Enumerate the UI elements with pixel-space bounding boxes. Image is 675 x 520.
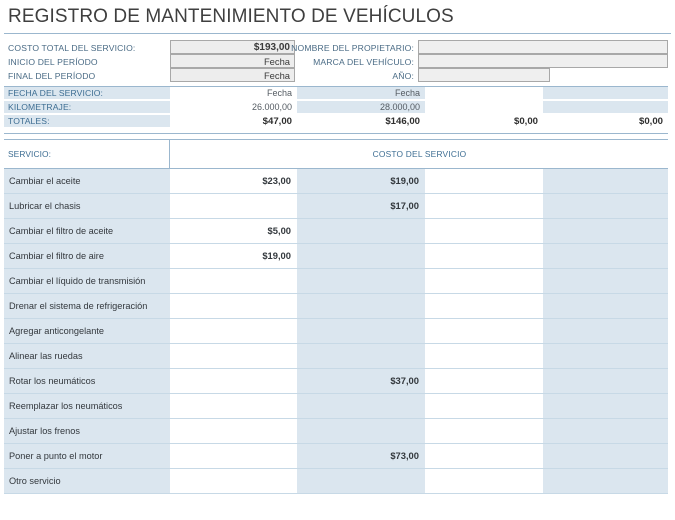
service-name[interactable]: Alinear las ruedas [4, 344, 170, 368]
service-name[interactable]: Cambiar el filtro de aire [4, 244, 170, 268]
table-row [4, 444, 668, 469]
service-cost-cell[interactable] [543, 219, 668, 243]
service-cost-cell[interactable] [543, 444, 668, 468]
service-cost-cell[interactable] [297, 319, 425, 343]
service-table-header [4, 139, 668, 169]
service-cost-cell[interactable] [543, 169, 668, 193]
service-cost-cell[interactable] [543, 269, 668, 293]
summary-fecha-1[interactable]: Fecha [170, 87, 297, 100]
service-cost-cell[interactable] [425, 419, 543, 443]
service-cost-cell[interactable] [543, 294, 668, 318]
table-row [4, 294, 668, 319]
table-row [4, 269, 668, 294]
label-ano: AÑO: [392, 71, 414, 81]
table-row [4, 244, 668, 269]
service-name[interactable]: Cambiar el aceite [4, 169, 170, 193]
table-row [4, 369, 668, 394]
service-cost-cell[interactable]: $73,00 [297, 444, 425, 468]
service-name[interactable]: Cambiar el líquido de transmisión [4, 269, 170, 293]
summary-km-1[interactable]: 26.000,00 [170, 101, 297, 114]
service-cost-cell[interactable] [170, 419, 297, 443]
field-inicio-periodo[interactable]: Fecha [170, 54, 295, 68]
field-nombre-propietario[interactable] [418, 40, 668, 54]
service-name[interactable]: Agregar anticongelante [4, 319, 170, 343]
service-cost-cell[interactable] [170, 394, 297, 418]
service-cost-cell[interactable] [425, 169, 543, 193]
service-cost-cell[interactable] [297, 219, 425, 243]
service-cost-cell[interactable] [543, 344, 668, 368]
service-cost-cell[interactable]: $5,00 [170, 219, 297, 243]
service-cost-cell[interactable] [425, 219, 543, 243]
service-cost-cell[interactable]: $23,00 [170, 169, 297, 193]
service-cost-cell[interactable] [170, 269, 297, 293]
service-cost-cell[interactable]: $19,00 [297, 169, 425, 193]
field-marca-vehiculo[interactable] [418, 54, 668, 68]
service-cost-cell[interactable] [425, 344, 543, 368]
service-cost-cell[interactable] [543, 469, 668, 493]
service-name[interactable]: Poner a punto el motor [4, 444, 170, 468]
summary-fecha-4[interactable] [543, 87, 668, 100]
table-row [4, 469, 668, 494]
label-costo-total: COSTO TOTAL DEL SERVICIO: [8, 43, 136, 53]
service-cost-cell[interactable] [425, 369, 543, 393]
service-cost-cell[interactable] [170, 294, 297, 318]
service-cost-cell[interactable] [543, 394, 668, 418]
field-costo-total[interactable]: $193,00 [170, 40, 295, 54]
service-cost-cell[interactable] [425, 444, 543, 468]
summary-km-4[interactable] [543, 101, 668, 114]
table-row [4, 219, 668, 244]
service-cost-cell[interactable] [170, 344, 297, 368]
table-row [4, 194, 668, 219]
service-cost-cell[interactable] [425, 469, 543, 493]
service-cost-cell[interactable] [170, 469, 297, 493]
service-cost-cell[interactable] [297, 344, 425, 368]
summary-label-fecha: FECHA DEL SERVICIO: [4, 87, 170, 100]
service-cost-cell[interactable] [425, 294, 543, 318]
label-final-periodo: FINAL DEL PERÍODO [8, 71, 96, 81]
summary-fecha-3[interactable] [425, 87, 543, 100]
service-cost-cell[interactable] [170, 194, 297, 218]
service-cost-cell[interactable] [425, 394, 543, 418]
summary-km-3[interactable] [425, 101, 543, 114]
title-divider [4, 33, 671, 34]
table-row [4, 169, 668, 194]
field-final-periodo[interactable]: Fecha [170, 68, 295, 82]
service-cost-cell[interactable] [543, 244, 668, 268]
service-cost-cell[interactable] [170, 319, 297, 343]
service-cost-cell[interactable] [543, 419, 668, 443]
service-cost-cell[interactable] [297, 394, 425, 418]
table-row [4, 319, 668, 344]
summary-label-kilometraje: KILOMETRAJE: [4, 101, 170, 114]
service-cost-cell[interactable] [170, 369, 297, 393]
service-cost-cell[interactable] [425, 244, 543, 268]
summary-total-1: $47,00 [170, 115, 297, 128]
label-nombre-propietario: NOMBRE DEL PROPIETARIO: [291, 43, 414, 53]
page-title: REGISTRO DE MANTENIMIENTO DE VEHÍCULOS [8, 6, 454, 27]
service-cost-cell[interactable] [543, 319, 668, 343]
summary-label-totales: TOTALES: [4, 115, 170, 128]
service-cost-cell[interactable] [297, 469, 425, 493]
service-name[interactable]: Ajustar los frenos [4, 419, 170, 443]
service-cost-cell[interactable] [297, 269, 425, 293]
summary-row-totales [4, 115, 668, 129]
summary-total-2: $146,00 [297, 115, 425, 128]
service-table-body [4, 169, 668, 494]
summary-row-kilometraje [4, 101, 668, 115]
column-header-servicio: SERVICIO: [4, 140, 170, 168]
summary-fecha-2[interactable]: Fecha [297, 87, 425, 100]
service-cost-cell[interactable] [297, 419, 425, 443]
summary-total-4: $0,00 [543, 115, 668, 128]
service-name[interactable]: Reemplazar los neumáticos [4, 394, 170, 418]
service-cost-cell[interactable] [297, 294, 425, 318]
field-ano[interactable] [418, 68, 550, 82]
table-row [4, 419, 668, 444]
summary-total-3: $0,00 [425, 115, 543, 128]
label-inicio-periodo: INICIO DEL PERÍODO [8, 57, 98, 67]
service-cost-cell[interactable] [425, 269, 543, 293]
service-cost-cell[interactable] [170, 444, 297, 468]
column-header-costo: COSTO DEL SERVICIO [372, 149, 467, 159]
service-cost-cell[interactable]: $19,00 [170, 244, 297, 268]
service-cost-cell[interactable] [297, 244, 425, 268]
service-cost-cell[interactable] [425, 194, 543, 218]
service-name[interactable]: Lubricar el chasis [4, 194, 170, 218]
service-cost-cell[interactable] [543, 369, 668, 393]
table-row [4, 394, 668, 419]
header-form [0, 40, 675, 84]
table-row [4, 344, 668, 369]
summary-row-fecha [4, 87, 668, 101]
service-cost-cell[interactable]: $17,00 [297, 194, 425, 218]
summary-band [4, 87, 668, 129]
summary-km-2[interactable]: 28.000,00 [297, 101, 425, 114]
service-cost-cell[interactable] [425, 319, 543, 343]
service-name[interactable]: Otro servicio [4, 469, 170, 493]
service-name[interactable]: Rotar los neumáticos [4, 369, 170, 393]
service-name[interactable]: Drenar el sistema de refrigeración [4, 294, 170, 318]
service-cost-cell[interactable] [543, 194, 668, 218]
label-marca-vehiculo: MARCA DEL VEHÍCULO: [313, 57, 414, 67]
service-name[interactable]: Cambiar el filtro de aceite [4, 219, 170, 243]
summary-bottom-rule [4, 133, 668, 134]
service-table [4, 139, 668, 494]
service-cost-cell[interactable]: $37,00 [297, 369, 425, 393]
